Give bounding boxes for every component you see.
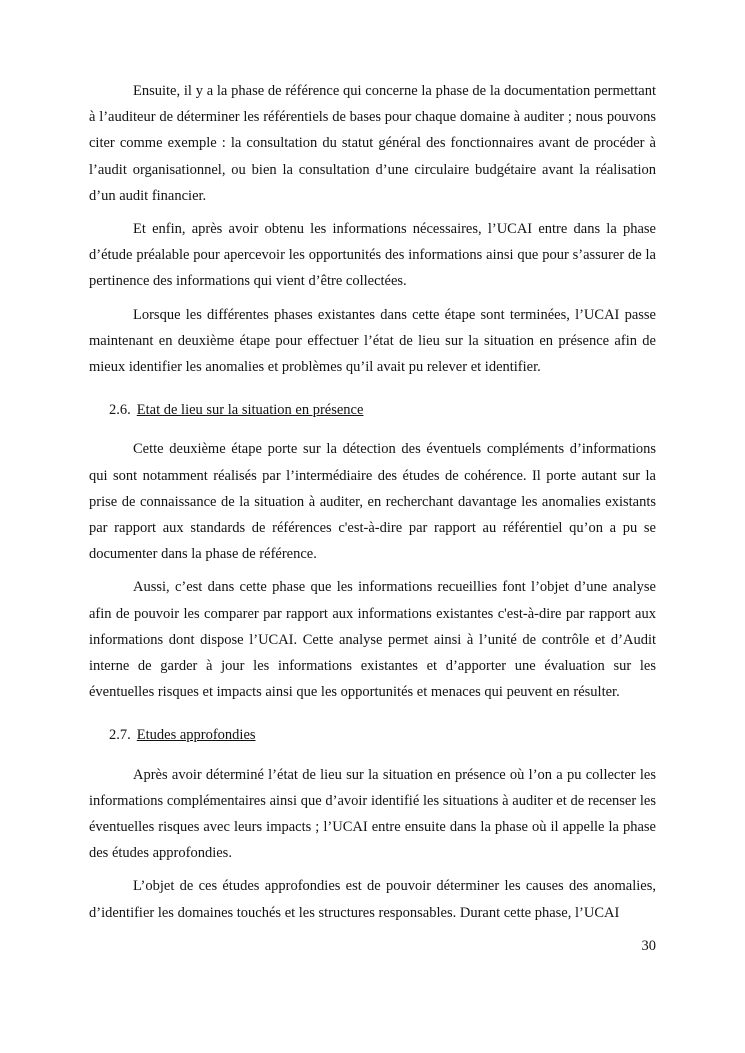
section-heading-2-6 — [109, 397, 656, 423]
paragraph: Après avoir déterminé l’état de lieu sur la situation en présence où l’on a pu collecter les informations complémentaires ainsi que d’avoir identifié les situations à auditer et de recenser les éventuelles risques avec leurs impacts ; l’UCAI entre ensuite dans la phase où il appelle la phase des études approfondies. — [89, 766, 656, 862]
paragraph: L’objet de ces études approfondies est de pouvoir déterminer les causes des anomalies, d’identifier les domaines touchés et les structures responsables. Durant cette phase, l’UCAI — [89, 878, 656, 921]
paragraph: Cette deuxième étape porte sur la détection des éventuels compléments d’informations qui sont notamment réalisés par l’intermédiaire des études de cohérence. Il porte autant sur la prise de connaissance de la situation à auditer, en recherchant davantage les anomalies existants par rapport aux standards de références c'est-à-dire par rapport au référentiel qu’on a pu se documenter dans la phase de référence. — [89, 441, 656, 563]
section-number: 2.6. — [109, 402, 131, 419]
paragraph: Ensuite, il y a la phase de référence qui concerne la phase de la documentation permettant à l’auditeur de déterminer les référentiels de bases pour chaque domaine à auditer ; nous pouvons citer comme exemple : la consultation du statut général des fonctionnaires avant de procéder à l’audit organisationnel, ou bien la consultation d’une circulaire budgétaire avant la réalisation d’un audit financier. — [89, 83, 656, 204]
paragraph: Lorsque les différentes phases existantes dans cette étape sont terminées, l’UCAI passe maintenant en deuxième étape pour effectuer l’état de lieu sur la situation en présence afin de mieux identifier les anomalies et problèmes qu’il avait pu relever et identifier. — [89, 306, 656, 376]
paragraph: Aussi, c’est dans cette phase que les informations recueillies font l’objet d’une analyse afin de pouvoir les comparer par rapport aux informations existantes c'est-à-dire par rapport aux informations dont dispose l’UCAI. Cette analyse permet ainsi à l’unité de contrôle et d’Audit interne de garder à jour les informations existantes et d’apporter une évaluation sur les éventuelles risques et impacts ainsi que les opportunités et menaces qui peuvent en résulter. — [89, 579, 656, 701]
paragraph: Et enfin, après avoir obtenu les informations nécessaires, l’UCAI entre dans la phase d’étude préalable pour apercevoir les opportunités des informations ainsi que pour s’assurer de la pertinence des informations qui vient d’être collectées. — [89, 221, 656, 290]
section-number: 2.7. — [109, 727, 131, 744]
section-title: Etudes approfondies — [136, 727, 256, 744]
page-number: 30 — [641, 937, 656, 954]
section-title: Etat de lieu sur la situation en présence — [136, 402, 364, 419]
section-heading-2-7 — [109, 722, 656, 748]
